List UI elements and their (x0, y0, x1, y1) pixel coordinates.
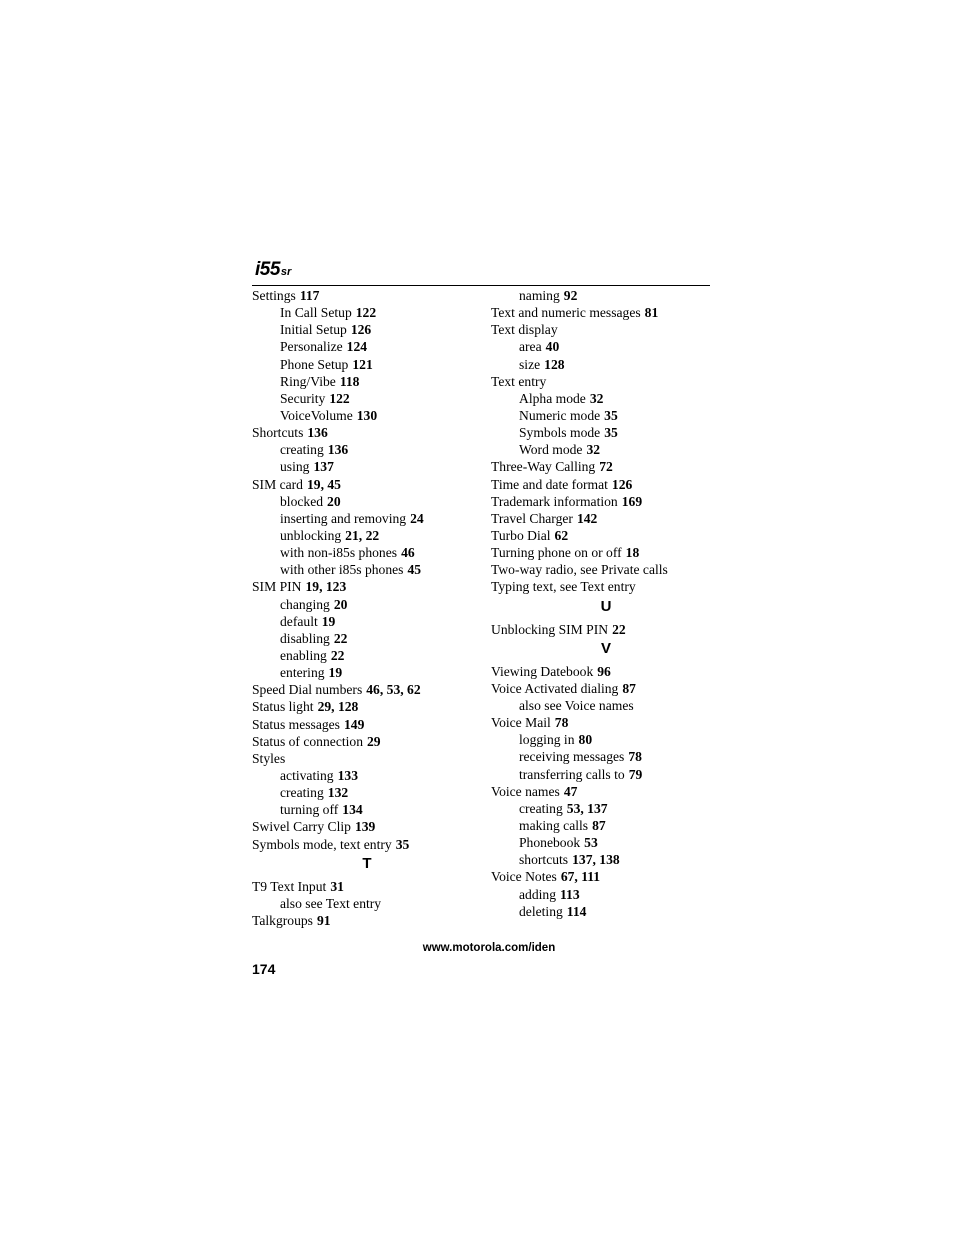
index-entry (252, 476, 482, 493)
entry-term: Trademark information (491, 493, 618, 509)
entry-term: also see Voice names (519, 697, 634, 713)
entry-term: Text display (491, 322, 558, 338)
entry-term: Viewing Datebook (491, 663, 594, 679)
index-section-letter: V (600, 639, 611, 657)
index-subentry (252, 544, 482, 561)
entry-term: inserting and removing (280, 510, 407, 526)
entry-page-ref[interactable]: 31 (330, 878, 344, 894)
index-entry (252, 878, 482, 895)
brand-logo (255, 259, 291, 283)
entry-page-ref[interactable]: 21, 22 (345, 527, 380, 543)
index-subentry (252, 321, 482, 338)
entry-term: activating (280, 767, 334, 783)
index-column-left (252, 287, 482, 929)
entry-term: Numeric mode (519, 407, 601, 423)
entry-term: Shortcuts (252, 425, 304, 441)
index-entry (252, 716, 482, 733)
index-subentry (491, 356, 721, 373)
entry-term: Speed Dial numbers (252, 682, 363, 698)
entry-term: Typing text, see Text entry (491, 579, 636, 595)
entry-page-ref[interactable]: 122 (329, 390, 350, 406)
index-subentry (252, 801, 482, 818)
entry-page-ref[interactable]: 139 (354, 819, 376, 835)
index-entry (491, 561, 721, 578)
entry-page-ref[interactable]: 46, 53, 62 (366, 682, 421, 698)
entry-term: Unblocking SIM PIN (491, 621, 609, 637)
index-subentry (491, 697, 721, 714)
index-column-right (491, 287, 721, 920)
index-entry (252, 424, 482, 441)
entry-page-ref[interactable]: 137, 138 (572, 852, 620, 868)
entry-term: Status of connection (252, 733, 363, 749)
entry-page-ref[interactable]: 35 (604, 407, 618, 423)
entry-term: Talkgroups (252, 912, 313, 928)
index-subentry (491, 407, 721, 424)
index-subentry (252, 647, 482, 664)
entry-term: deleting (519, 903, 563, 919)
entry-term: Travel Charger (491, 510, 573, 526)
entry-term: Phonebook (519, 835, 581, 851)
index-subentry (252, 527, 482, 544)
entry-term: Two-way radio, see Private calls (491, 562, 668, 578)
entry-page-ref[interactable]: 130 (356, 407, 378, 423)
index-subentry (491, 834, 721, 851)
entry-page-ref[interactable]: 53 (584, 835, 598, 851)
entry-term: with non-i85s phones (280, 545, 398, 561)
index-entry (252, 681, 482, 698)
entry-term: Phone Setup (280, 356, 349, 372)
index-entry (491, 304, 721, 321)
entry-term: Turbo Dial (491, 527, 551, 543)
entry-term: Three-Way Calling (491, 459, 596, 475)
footer-url: www.motorola.com/iden (422, 942, 556, 954)
entry-page-ref[interactable]: 62 (554, 527, 569, 543)
entry-term: SIM PIN (252, 579, 302, 595)
entry-page-ref[interactable]: 87 (622, 680, 636, 696)
entry-term: logging in (519, 732, 575, 748)
entry-page-ref[interactable]: 149 (343, 716, 365, 732)
entry-term: Voice Notes (491, 869, 557, 885)
entry-term: with other i85s phones (280, 562, 404, 578)
index-entry (252, 698, 482, 715)
index-subentry (491, 287, 721, 304)
index-subentry (491, 441, 721, 458)
entry-page-ref[interactable]: 20 (327, 493, 341, 509)
entry-page-ref[interactable]: 19, 123 (305, 579, 347, 595)
entry-page-ref[interactable]: 18 (625, 545, 640, 561)
index-entry (252, 733, 482, 750)
index-subentry (252, 613, 482, 630)
entry-term: Voice names (491, 783, 560, 799)
page-number: 174 (252, 961, 276, 977)
entry-term: also see Text entry (280, 895, 382, 911)
entry-term: receiving messages (519, 749, 625, 765)
index-subentry (491, 731, 721, 748)
entry-page-ref[interactable]: 22 (612, 621, 626, 637)
entry-term: changing (280, 596, 330, 612)
logo-model: i55 (255, 259, 280, 280)
entry-term: default (280, 613, 318, 629)
entry-page-ref[interactable]: 114 (566, 903, 587, 919)
index-entry (491, 527, 721, 544)
entry-term: Status light (252, 699, 314, 715)
index-entry (491, 621, 721, 638)
entry-term: Symbols mode (519, 425, 601, 441)
entry-term: Alpha mode (519, 390, 586, 406)
entry-page-ref[interactable]: 53, 137 (566, 800, 608, 816)
entry-page-ref[interactable]: 117 (299, 288, 320, 303)
entry-page-ref[interactable]: 92 (563, 288, 578, 303)
entry-term: Symbols mode, text entry (252, 836, 392, 852)
entry-page-ref[interactable]: 128 (544, 356, 565, 372)
entry-term: Personalize (280, 339, 343, 355)
index-subentry (252, 390, 482, 407)
index-subentry (491, 390, 721, 407)
entry-page-ref[interactable]: 113 (560, 886, 580, 902)
entry-page-ref[interactable]: 40 (545, 339, 560, 355)
entry-page-ref[interactable]: 121 (352, 356, 373, 372)
entry-page-ref[interactable]: 78 (554, 715, 569, 731)
index-entry (491, 458, 721, 475)
entry-term: Turning phone on or off (491, 545, 622, 561)
entry-page-ref[interactable]: 96 (597, 663, 611, 679)
entry-term: Ring/Vibe (280, 373, 336, 389)
entry-page-ref[interactable]: 91 (316, 912, 331, 928)
entry-page-ref[interactable]: 29, 128 (317, 699, 359, 715)
entry-page-ref[interactable]: 126 (611, 476, 633, 492)
entry-term: adding (519, 886, 556, 902)
entry-term: Voice Mail (491, 715, 551, 731)
entry-term: Voice Activated dialing (491, 680, 619, 696)
entry-page-ref[interactable]: 169 (621, 493, 643, 509)
index-subentry (252, 373, 482, 390)
index-entry (491, 544, 721, 561)
entry-page-ref[interactable]: 134 (342, 802, 363, 818)
index-subentry (491, 851, 721, 868)
index-subentry (252, 561, 482, 578)
entry-term: Initial Setup (280, 322, 347, 338)
entry-page-ref[interactable]: 45 (407, 562, 422, 578)
entry-term: using (280, 459, 310, 475)
entry-page-ref[interactable]: 79 (628, 766, 643, 782)
entry-term: naming (519, 288, 560, 303)
entry-term: turning off (280, 802, 339, 818)
entry-page-ref[interactable]: 24 (410, 510, 424, 526)
entry-page-ref[interactable]: 20 (333, 596, 348, 612)
entry-term: Word mode (519, 442, 583, 458)
entry-page-ref[interactable]: 19, 45 (306, 476, 341, 492)
entry-page-ref[interactable]: 19 (328, 665, 343, 681)
entry-page-ref[interactable]: 35 (395, 836, 410, 852)
entry-term: Settings (252, 288, 296, 303)
entry-page-ref[interactable]: 80 (578, 732, 593, 748)
entry-page-ref[interactable]: 133 (337, 767, 358, 783)
entry-term: size (519, 356, 541, 372)
index-section-letter: U (600, 597, 612, 615)
entry-page-ref[interactable]: 19 (321, 613, 336, 629)
index-subentry (252, 493, 482, 510)
entry-page-ref[interactable]: 29 (367, 733, 381, 749)
entry-page-ref[interactable]: 136 (327, 442, 349, 458)
entry-term: enabling (280, 647, 327, 663)
index-entry (491, 510, 721, 527)
entry-term: Status messages (252, 716, 340, 732)
index-entry (491, 783, 721, 800)
index-subentry (252, 356, 482, 373)
entry-page-ref[interactable]: 46 (401, 545, 415, 561)
index-entry (491, 663, 721, 680)
entry-term: Text entry (491, 373, 547, 389)
entry-page-ref[interactable]: 132 (327, 785, 349, 801)
entry-term: making calls (519, 817, 589, 833)
entry-term: SIM card (252, 476, 303, 492)
index-subentry (252, 407, 482, 424)
entry-term: Text and numeric messages (491, 305, 641, 321)
entry-term: creating (519, 800, 563, 816)
index-subentry (491, 817, 721, 834)
index-subentry (491, 886, 721, 903)
index-subentry (491, 800, 721, 817)
index-subentry (491, 766, 721, 783)
index-subentry (252, 510, 482, 527)
entry-page-ref[interactable]: 78 (628, 749, 642, 765)
index-entry (252, 836, 482, 853)
index-entry (491, 868, 721, 885)
entry-term: Security (280, 390, 326, 406)
entry-term: creating (280, 785, 324, 801)
entry-page-ref[interactable]: 35 (604, 425, 618, 441)
index-entry (491, 680, 721, 697)
index-subentry (252, 304, 482, 321)
entry-term: creating (280, 442, 324, 458)
entry-page-ref[interactable]: 32 (589, 390, 604, 406)
entry-page-ref[interactable]: 126 (350, 322, 372, 338)
index-subentry (491, 748, 721, 765)
index-entry (491, 321, 721, 338)
entry-page-ref[interactable]: 72 (599, 459, 613, 475)
entry-page-ref[interactable]: 136 (307, 425, 328, 441)
entry-page-ref[interactable]: 32 (586, 442, 601, 458)
entry-term: transferring calls to (519, 766, 625, 782)
index-subentry (252, 458, 482, 475)
index-subentry (252, 441, 482, 458)
entry-term: T9 Text Input (252, 878, 327, 894)
entry-term: Time and date format (491, 476, 608, 492)
index-subentry (252, 784, 482, 801)
index-section-letter: T (362, 854, 372, 872)
entry-term: VoiceVolume (280, 407, 353, 423)
index-entry (252, 578, 482, 595)
index-subentry (491, 424, 721, 441)
entry-term: disabling (280, 630, 330, 646)
index-entry (252, 287, 482, 304)
entry-page-ref[interactable]: 122 (355, 305, 377, 321)
index-subentry (491, 903, 721, 920)
entry-page-ref[interactable]: 137 (313, 459, 334, 475)
index-subentry (252, 630, 482, 647)
entry-term: Styles (252, 750, 286, 766)
index-entry (252, 750, 482, 767)
entry-term: entering (280, 665, 325, 681)
entry-term: area (519, 339, 542, 355)
index-entry (252, 912, 482, 929)
header-rule (252, 285, 710, 286)
entry-term: shortcuts (519, 852, 569, 868)
index-entry (491, 373, 721, 390)
index-entry (491, 493, 721, 510)
index-entry (252, 818, 482, 835)
entry-page-ref[interactable]: 124 (346, 339, 368, 355)
index-subentry (252, 338, 482, 355)
index-subentry (491, 338, 721, 355)
entry-page-ref[interactable]: 22 (333, 630, 348, 646)
entry-page-ref[interactable]: 81 (644, 305, 659, 321)
entry-term: blocked (280, 493, 324, 509)
entry-page-ref[interactable]: 22 (330, 647, 345, 663)
entry-term: unblocking (280, 527, 342, 543)
index-entry (491, 578, 721, 595)
index-subentry (252, 895, 482, 912)
index-entry (491, 476, 721, 493)
entry-page-ref[interactable]: 142 (576, 510, 598, 526)
index-subentry (252, 664, 482, 681)
entry-term: In Call Setup (280, 305, 352, 321)
entry-page-ref[interactable]: 67, 111 (560, 869, 601, 885)
index-entry (491, 714, 721, 731)
entry-page-ref[interactable]: 47 (563, 783, 578, 799)
logo-suffix: sr (280, 266, 292, 278)
entry-page-ref[interactable]: 118 (339, 373, 360, 389)
entry-page-ref[interactable]: 87 (592, 817, 606, 833)
entry-term: Swivel Carry Clip (252, 819, 351, 835)
index-subentry (252, 767, 482, 784)
index-subentry (252, 596, 482, 613)
